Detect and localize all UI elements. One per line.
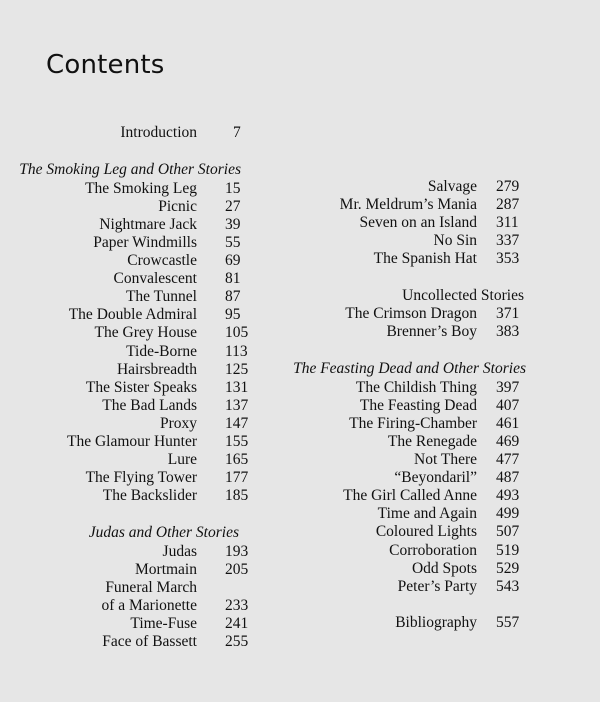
toc-entry-page: 311 [496, 214, 519, 232]
page-title: Contents [46, 50, 165, 80]
toc-entry-page: 353 [496, 250, 520, 268]
toc-entry-title: Lure [167, 451, 197, 469]
toc-entry-introduction [0, 124, 300, 142]
section-heading-uncollected: Uncollected Stories [402, 287, 524, 304]
toc-entry-page: 95 [225, 306, 241, 324]
toc-entry-page: 155 [225, 433, 249, 450]
toc-entry-title: Tide-Borne [126, 342, 197, 360]
toc-entry-title: The Flying Tower [85, 469, 197, 487]
toc-entry-page: 147 [225, 414, 249, 432]
toc-entry-title: Brenner’s Boy [386, 323, 477, 341]
toc-entry [0, 487, 300, 505]
toc-entry [300, 487, 600, 505]
toc-entry-title: Picnic [158, 197, 197, 215]
toc-entry-page: 131 [225, 378, 249, 396]
toc-entry-page: 499 [496, 505, 520, 523]
toc-entry [0, 579, 300, 597]
toc-entry [300, 214, 600, 232]
toc-entry-page: 165 [225, 451, 249, 469]
toc-entry-title: Crowcastle [127, 252, 197, 269]
toc-entry-page: 81 [225, 270, 241, 288]
toc-entry-title: Face of Bassett [102, 633, 197, 651]
toc-entry-title: Peter’s Party [397, 577, 477, 595]
toc-entry [0, 216, 300, 234]
toc-entry-page: 27 [225, 197, 241, 215]
toc-entry [300, 232, 600, 250]
toc-entry [300, 578, 600, 596]
toc-entry-page: 529 [496, 559, 520, 577]
toc-entry-page: 469 [496, 432, 520, 450]
toc-entry [300, 523, 600, 541]
toc-entry [0, 252, 300, 270]
toc-entry [300, 415, 600, 433]
toc-entry [300, 250, 600, 268]
toc-entry-title: Time and Again [377, 505, 477, 523]
toc-entry-page: 233 [225, 596, 249, 614]
toc-entry-page: 137 [225, 396, 249, 414]
toc-entry-title: Not There [414, 451, 477, 468]
toc-entry-title: The Crimson Dragon [345, 305, 477, 323]
toc-entry-page: 55 [225, 233, 241, 251]
toc-entry-title: The Bad Lands [102, 396, 197, 414]
toc-entry-title: Paper Windmills [93, 233, 197, 251]
toc-entry [300, 451, 600, 469]
toc-entry-page: 113 [225, 342, 248, 360]
toc-entry-bibliography [300, 614, 600, 632]
toc-entry-title: Bibliography [395, 614, 477, 631]
toc-entry-page: 279 [496, 178, 520, 195]
toc-entry-title: Hairsbreadth [116, 360, 197, 378]
toc-entry-title: of a Marionette [101, 596, 197, 614]
toc-entry-page: 519 [496, 541, 520, 559]
toc-entry [300, 433, 600, 451]
toc-entry [300, 305, 600, 323]
toc-entry [300, 196, 600, 214]
toc-entry-title: The Childish Thing [355, 378, 477, 396]
toc-entry [0, 198, 300, 216]
toc-entry-title: The Glamour Hunter [67, 433, 197, 450]
toc-entry [0, 451, 300, 469]
toc-entry [0, 288, 300, 306]
toc-entry-title: Time-Fuse [130, 615, 197, 632]
toc-entry-title: Odd Spots [411, 559, 477, 577]
toc-entry-page: 255 [225, 633, 249, 651]
toc-entry-page: 15 [225, 179, 241, 197]
toc-entry [300, 560, 600, 578]
toc-entry-title: Coloured Lights [375, 523, 477, 541]
toc-entry-title: The Firing-Chamber [349, 414, 477, 432]
toc-entry-title: Funeral March [105, 578, 197, 596]
toc-entry-title: The Girl Called Anne [343, 487, 477, 505]
toc-entry [0, 397, 300, 415]
toc-entry-title: The Sister Speaks [85, 378, 197, 396]
toc-entry-page: 177 [225, 469, 249, 487]
toc-entry-page: 105 [225, 324, 249, 342]
toc-entry-page: 287 [496, 196, 520, 214]
toc-entry-title: The Feasting Dead [359, 396, 477, 414]
toc-entry-page: 507 [496, 523, 520, 541]
toc-entry-page: 241 [225, 615, 249, 632]
toc-entry-page: 557 [496, 614, 520, 631]
section-heading-feasting-dead: The Feasting Dead and Other Stories [293, 360, 526, 377]
toc-entry-page: 125 [225, 360, 249, 378]
toc-entry-page: 493 [496, 487, 520, 505]
toc-entry [0, 543, 300, 561]
toc-entry [300, 178, 600, 196]
toc-entry [0, 324, 300, 342]
toc-entry-title: Proxy [159, 414, 197, 432]
toc-entry-title: Convalescent [113, 270, 197, 288]
toc-entry [0, 597, 300, 615]
toc-entry [0, 433, 300, 451]
toc-entry [0, 343, 300, 361]
toc-entry-title: Introduction [120, 124, 197, 141]
toc-entry [0, 270, 300, 288]
toc-entry-title: Mortmain [135, 560, 197, 578]
toc-entry-page: 193 [225, 542, 249, 560]
toc-entry-page: 39 [225, 215, 241, 233]
toc-entry [300, 505, 600, 523]
toc-entry-page: 185 [225, 487, 249, 505]
toc-entry-page: 543 [496, 577, 520, 595]
toc-entry [0, 469, 300, 487]
toc-entry-title: The Tunnel [125, 288, 197, 306]
toc-entry-page: 383 [496, 323, 520, 341]
toc-entry-page: 371 [496, 305, 520, 323]
toc-entry [0, 234, 300, 252]
toc-entry-page: 87 [225, 288, 241, 306]
toc-entry-page: 477 [496, 451, 520, 468]
toc-entry [0, 306, 300, 324]
toc-entry-title: Corroboration [389, 541, 477, 559]
toc-entry-title: “Beyondaril” [394, 469, 477, 487]
toc-entry [0, 633, 300, 651]
toc-entry-page: 69 [225, 252, 241, 269]
toc-entry [0, 561, 300, 579]
toc-entry-title: Seven on an Island [359, 214, 477, 232]
section-heading-judas: Judas and Other Stories [88, 524, 239, 541]
toc-entry-page: 7 [233, 124, 241, 141]
toc-entry [300, 542, 600, 560]
toc-entry-page: 461 [496, 414, 520, 432]
toc-entry [0, 361, 300, 379]
toc-entry-page: 487 [496, 469, 520, 487]
toc-entry [300, 469, 600, 487]
toc-entry-title: The Spanish Hat [373, 250, 477, 268]
toc-entry-page: 407 [496, 396, 520, 414]
section-heading-smoking-leg: The Smoking Leg and Other Stories [19, 161, 241, 178]
toc-entry-page: 397 [496, 378, 520, 396]
toc-entry [0, 615, 300, 633]
toc-entry [300, 397, 600, 415]
toc-entry-page: 337 [496, 232, 520, 250]
toc-entry [0, 379, 300, 397]
toc-entry [300, 379, 600, 397]
toc-entry-title: The Smoking Leg [85, 179, 197, 197]
toc-entry-title: Nightmare Jack [99, 215, 197, 233]
toc-entry-title: The Double Admiral [68, 306, 197, 324]
toc-entry [0, 415, 300, 433]
toc-entry-page: 205 [225, 560, 249, 578]
toc-entry [0, 180, 300, 198]
toc-entry-title: No Sin [433, 232, 477, 250]
toc-entry-title: Mr. Meldrum’s Mania [339, 196, 477, 214]
toc-entry-title: The Backslider [102, 487, 197, 505]
toc-entry [300, 323, 600, 341]
toc-entry-title: Judas [162, 542, 197, 560]
toc-entry-title: Salvage [427, 178, 477, 195]
toc-entry-title: The Grey House [94, 324, 197, 342]
toc-entry-title: The Renegade [387, 432, 477, 450]
